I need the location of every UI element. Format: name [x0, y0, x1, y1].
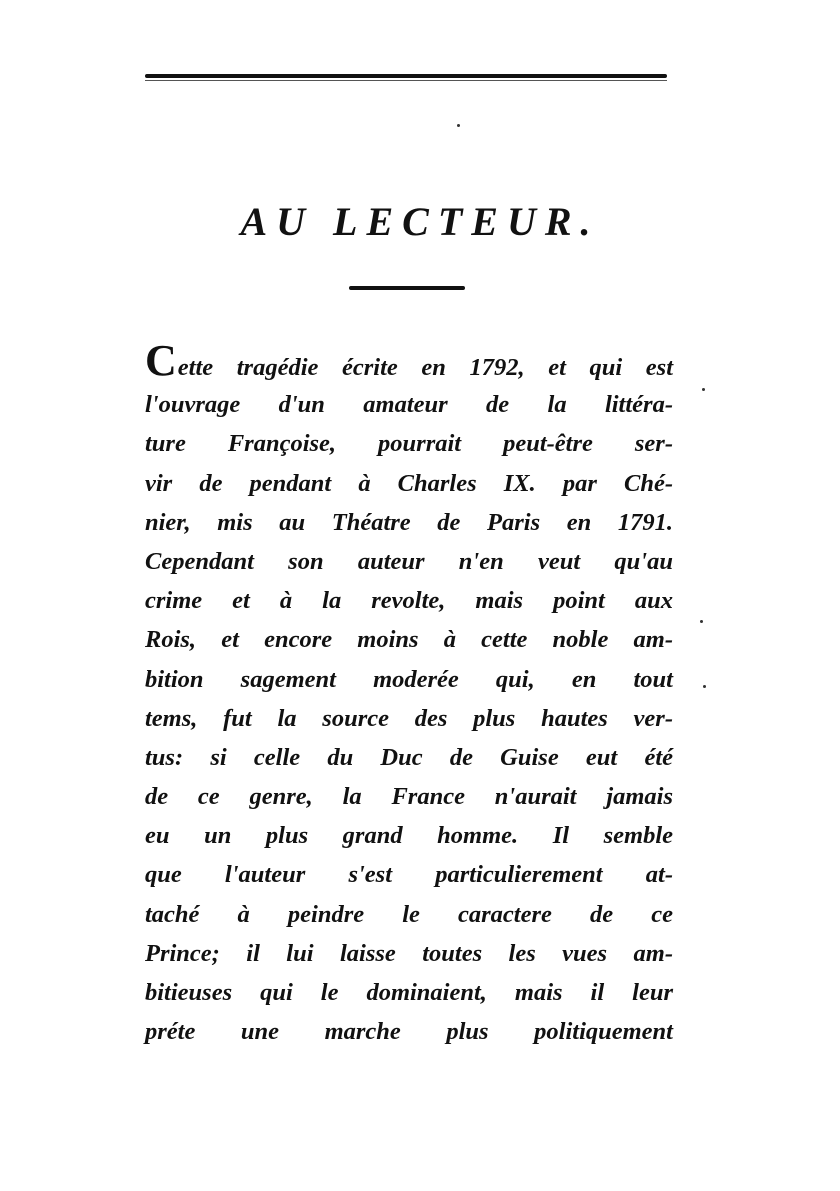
text-line: ture Françoise, pourrait peut-être ser- — [145, 430, 673, 458]
text-line: Rois, et encore moins à cette noble am- — [145, 626, 673, 654]
text-line: tems, fut la source des plus hautes ver- — [145, 704, 673, 732]
top-rule — [145, 74, 667, 78]
text-line-content: ette tragédie écrite en 1792, et qui est — [177, 354, 673, 381]
body-text — [145, 336, 673, 1051]
text-line: Prince; il lui laisse toutes les vues am- — [145, 939, 673, 967]
text-line: nier, mis au Théatre de Paris en 1791. — [145, 508, 673, 536]
text-line: l'ouvrage d'un amateur de la littéra- — [145, 391, 673, 419]
text-line: Cependant son auteur n'en veut qu'au — [145, 547, 673, 575]
text-line: que l'auteur s'est particulierement at- — [145, 861, 673, 889]
top-rule-thin — [145, 80, 667, 81]
text-line: vir de pendant à Charles IX. par Ché- — [145, 469, 673, 497]
text-line: taché à peindre le caractere de ce — [145, 900, 673, 928]
text-line: eu un plus grand homme. Il semble — [145, 822, 673, 850]
ink-speck — [457, 124, 460, 127]
text-line: tus: si celle du Duc de Guise eut été — [145, 743, 673, 771]
text-line: bitieuses qui le dominaient, mais il leur — [145, 979, 673, 1006]
ink-speck — [702, 388, 705, 391]
drop-cap: C — [145, 336, 177, 385]
ink-speck — [700, 620, 703, 623]
text-line: de ce genre, la France n'aurait jamais — [145, 783, 673, 811]
text-line: crime et à la revolte, mais point aux — [145, 587, 673, 615]
page-title: AU LECTEUR. — [240, 199, 600, 244]
ink-speck — [703, 685, 706, 688]
text-line — [145, 336, 673, 385]
title-rule — [349, 286, 465, 290]
text-line: préte une marche plus politiquement — [145, 1018, 673, 1046]
text-line: bition sagement moderée qui, en tout — [145, 665, 673, 693]
